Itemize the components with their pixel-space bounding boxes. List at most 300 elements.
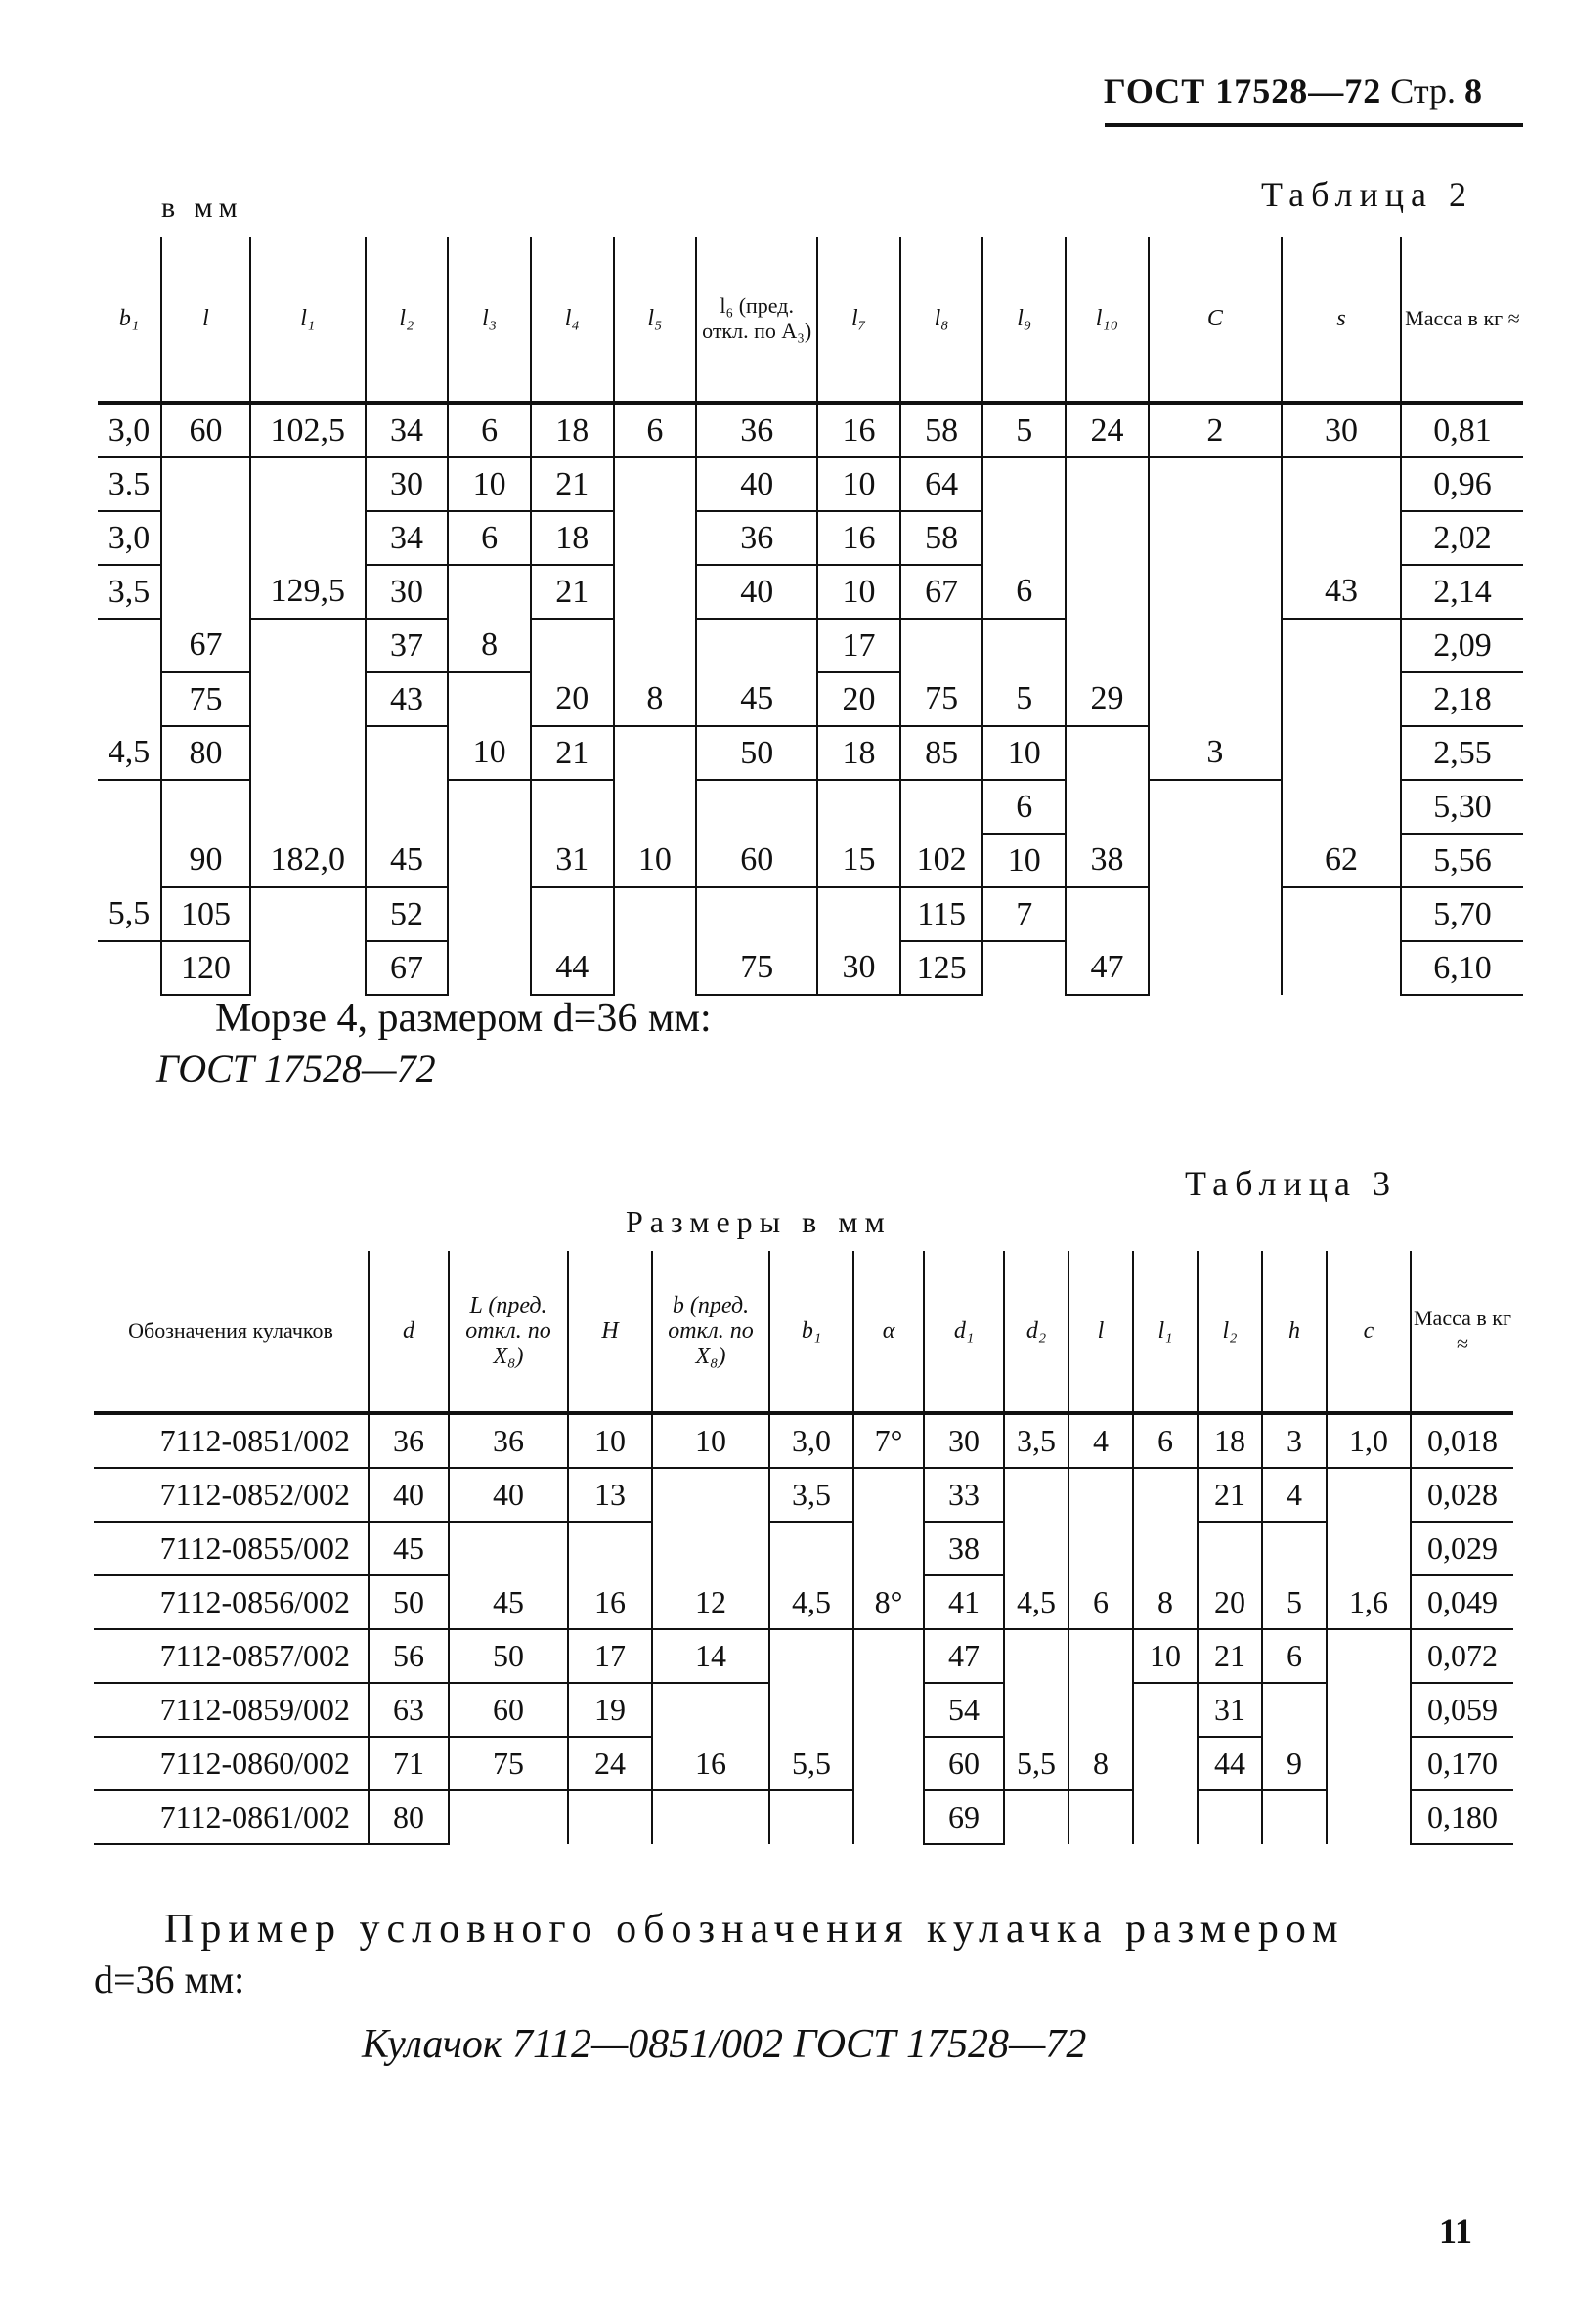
- t2-cell: 105: [161, 887, 250, 941]
- t3-cell: 4: [1262, 1468, 1327, 1522]
- t2-cell: 3,0: [98, 511, 161, 565]
- t2-cell: [531, 887, 614, 941]
- t2-cell: [98, 941, 161, 995]
- t3-cell: [853, 1522, 924, 1575]
- t2-cell: 24: [1066, 403, 1149, 457]
- t3-cell: 16: [652, 1737, 769, 1790]
- t3-cell: [568, 1790, 652, 1844]
- t3-cell: [853, 1790, 924, 1844]
- t3-cell: 0,059: [1411, 1683, 1513, 1737]
- t2-cell: [98, 834, 161, 887]
- t2-col-header: b₁: [118, 306, 140, 331]
- t3-cell: 10: [568, 1413, 652, 1468]
- t3-row: [94, 1737, 1513, 1790]
- t2-cell: 115: [900, 887, 983, 941]
- t3-cell: 80: [369, 1790, 449, 1844]
- t3-col-header: h: [1262, 1251, 1327, 1413]
- table3-body: [94, 1413, 1513, 1844]
- t3-cell: [652, 1790, 769, 1844]
- t3-cell: [769, 1683, 853, 1737]
- t3-cell: [1327, 1790, 1411, 1844]
- t2-cell: 3.5: [98, 457, 161, 511]
- t3-cell: 20: [1198, 1575, 1262, 1629]
- t3-cell: 69: [924, 1790, 1004, 1844]
- t3-cell: [568, 1522, 652, 1575]
- t3-cell: 10: [652, 1413, 769, 1468]
- t3-cell: 30: [924, 1413, 1004, 1468]
- t3-cell: 40: [449, 1468, 568, 1522]
- t3-cell: 40: [369, 1468, 449, 1522]
- t3-cell: 44: [1198, 1737, 1262, 1790]
- t2-cell: [250, 457, 366, 511]
- t2-cell: [98, 780, 161, 834]
- t3-cell: [853, 1629, 924, 1683]
- t3-cell: 21: [1198, 1629, 1262, 1683]
- t2-cell: 6: [448, 403, 531, 457]
- t3-cell: [1133, 1468, 1198, 1522]
- table2-body: [98, 403, 1523, 995]
- t2-cell: 10: [448, 726, 531, 780]
- header-rule: [1105, 123, 1523, 127]
- t2-cell: 120: [161, 941, 250, 995]
- t2-cell: [817, 887, 900, 941]
- t3-cell: 8: [1068, 1737, 1133, 1790]
- t3-cell: 7112-0859/002: [94, 1683, 369, 1737]
- t2-cell: 10: [614, 834, 697, 887]
- t2-cell: 80: [161, 726, 250, 780]
- t3-cell: [1004, 1683, 1068, 1737]
- t3-cell: 8°: [853, 1575, 924, 1629]
- t3-cell: 0,049: [1411, 1575, 1513, 1629]
- t2-row: [98, 726, 1523, 780]
- t2-cell: [614, 511, 697, 565]
- t2-cell: [614, 941, 697, 995]
- t2-cell: 10: [817, 457, 900, 511]
- t3-col-header: l: [1068, 1251, 1133, 1413]
- t2-cell: [614, 887, 697, 941]
- t2-col-header: l₆ (пред. откл. по A₃): [696, 237, 817, 403]
- t3-cell: [449, 1790, 568, 1844]
- t3-col-header: d₂: [1004, 1251, 1068, 1413]
- t2-col-header: l: [161, 237, 250, 403]
- table2-caption: Таблица 2: [1261, 175, 1473, 214]
- t2-cell: [448, 941, 531, 995]
- t3-cell: 50: [369, 1575, 449, 1629]
- t3-cell: [1262, 1790, 1327, 1844]
- t2-cell: 50: [696, 726, 817, 780]
- t2-cell: 18: [817, 726, 900, 780]
- t2-row: [98, 672, 1523, 726]
- t2-cell: [366, 780, 449, 834]
- page-header: [1104, 70, 1482, 111]
- t2-cell: 20: [817, 672, 900, 726]
- t3-cell: 12: [652, 1575, 769, 1629]
- t2-cell: [1149, 511, 1282, 565]
- t3-row: [94, 1683, 1513, 1737]
- t2-cell: [982, 511, 1066, 565]
- t3-cell: 5,5: [1004, 1737, 1068, 1790]
- t2-cell: [614, 726, 697, 780]
- t3-cell: [1068, 1629, 1133, 1683]
- t3-cell: 5: [1262, 1575, 1327, 1629]
- example2-line1: Пример условного обозначения кулачка размером: [164, 1907, 1345, 1952]
- t3-cell: 4: [1068, 1413, 1133, 1468]
- t2-cell: [1282, 511, 1401, 565]
- table-2: [98, 237, 1523, 996]
- t3-col-header: L (пред. откл. по X₈): [449, 1251, 568, 1413]
- t3-cell: [652, 1468, 769, 1522]
- t2-cell: [1149, 887, 1282, 941]
- t3-cell: 3,5: [1004, 1413, 1068, 1468]
- t2-cell: [900, 780, 983, 834]
- t3-cell: 0,072: [1411, 1629, 1513, 1683]
- t2-cell: [1282, 726, 1401, 780]
- t2-cell: 102,5: [250, 403, 366, 457]
- example1-line1: Морзе 4, размером d=36 мм:: [215, 996, 712, 1041]
- t3-cell: 33: [924, 1468, 1004, 1522]
- t2-col-header: l₄: [531, 237, 614, 403]
- t2-cell: 3: [1149, 726, 1282, 780]
- t3-cell: [1133, 1522, 1198, 1575]
- t2-cell: [98, 619, 161, 672]
- t2-cell: [1149, 672, 1282, 726]
- t3-cell: 9: [1262, 1737, 1327, 1790]
- t2-cell: 21: [531, 565, 614, 619]
- t2-cell: 40: [696, 457, 817, 511]
- t2-row: [98, 403, 1523, 457]
- t2-cell: [531, 619, 614, 672]
- t3-cell: 3: [1262, 1413, 1327, 1468]
- page-number: 11: [1439, 2212, 1473, 2251]
- t2-cell: [1149, 780, 1282, 834]
- t3-cell: 0,029: [1411, 1522, 1513, 1575]
- t2-cell: 5,56: [1401, 834, 1523, 887]
- t2-row: [98, 780, 1523, 834]
- t2-cell: [1282, 780, 1401, 834]
- t3-cell: 3,0: [769, 1413, 853, 1468]
- t3-cell: [1327, 1629, 1411, 1683]
- t3-cell: 71: [369, 1737, 449, 1790]
- t3-cell: 21: [1198, 1468, 1262, 1522]
- t2-cell: [1149, 834, 1282, 887]
- table-3: [94, 1251, 1513, 1845]
- t3-cell: 38: [924, 1522, 1004, 1575]
- t2-cell: 67: [900, 565, 983, 619]
- t2-row: [98, 887, 1523, 941]
- t2-cell: 58: [900, 511, 983, 565]
- t2-cell: 2,02: [1401, 511, 1523, 565]
- t3-cell: 6: [1262, 1629, 1327, 1683]
- t2-cell: 30: [1282, 403, 1401, 457]
- t2-cell: 44: [531, 941, 614, 995]
- t3-cell: [1068, 1683, 1133, 1737]
- t2-cell: [366, 726, 449, 780]
- t2-cell: [250, 511, 366, 565]
- t2-col-header: l₅: [614, 237, 697, 403]
- t2-cell: 36: [696, 403, 817, 457]
- t2-cell: [1149, 565, 1282, 619]
- t3-cell: 54: [924, 1683, 1004, 1737]
- t3-cell: 0,028: [1411, 1468, 1513, 1522]
- t2-cell: 85: [900, 726, 983, 780]
- t3-cell: 50: [449, 1629, 568, 1683]
- t3-cell: 7112-0856/002: [94, 1575, 369, 1629]
- t3-cell: 4,5: [1004, 1575, 1068, 1629]
- t2-cell: 16: [817, 403, 900, 457]
- t2-cell: 5,30: [1401, 780, 1523, 834]
- t2-cell: 2,09: [1401, 619, 1523, 672]
- t3-cell: 36: [449, 1413, 568, 1468]
- t2-cell: [448, 887, 531, 941]
- t3-cell: [652, 1522, 769, 1575]
- page-number-top: 8: [1464, 71, 1482, 110]
- t3-cell: [1327, 1737, 1411, 1790]
- t2-cell: [1149, 457, 1282, 511]
- t2-cell: [1282, 672, 1401, 726]
- t3-cell: [1262, 1522, 1327, 1575]
- t2-cell: 2,14: [1401, 565, 1523, 619]
- table3-header-row: [94, 1251, 1513, 1413]
- t2-cell: 20: [531, 672, 614, 726]
- t2-cell: 6: [614, 403, 697, 457]
- t2-cell: 6: [448, 511, 531, 565]
- t3-cell: 18: [1198, 1413, 1262, 1468]
- t2-cell: [1066, 887, 1149, 941]
- t3-cell: 75: [449, 1737, 568, 1790]
- t3-cell: [1327, 1683, 1411, 1737]
- t2-cell: 40: [696, 565, 817, 619]
- t2-cell: 4,5: [98, 726, 161, 780]
- t2-cell: 16: [817, 511, 900, 565]
- t2-cell: 34: [366, 511, 449, 565]
- t2-cell: 58: [900, 403, 983, 457]
- t2-cell: 10: [982, 726, 1066, 780]
- t2-cell: 5: [982, 672, 1066, 726]
- t2-row: [98, 457, 1523, 511]
- t2-cell: 129,5: [250, 565, 366, 619]
- t2-cell: [161, 565, 250, 619]
- t2-cell: [614, 457, 697, 511]
- t3-cell: 56: [369, 1629, 449, 1683]
- t3-cell: 0,180: [1411, 1790, 1513, 1844]
- t3-cell: 0,170: [1411, 1737, 1513, 1790]
- t3-cell: 17: [568, 1629, 652, 1683]
- t2-cell: 6: [982, 780, 1066, 834]
- t3-cell: [449, 1522, 568, 1575]
- example2-line2: d=36 мм:: [94, 1958, 245, 2001]
- t2-cell: [1149, 941, 1282, 995]
- t3-cell: 31: [1198, 1683, 1262, 1737]
- t2-cell: [1282, 457, 1401, 511]
- t2-cell: [448, 834, 531, 887]
- t3-cell: [1327, 1468, 1411, 1522]
- t2-cell: 60: [161, 403, 250, 457]
- t2-cell: [161, 511, 250, 565]
- t2-cell: [1282, 941, 1401, 995]
- t3-cell: 41: [924, 1575, 1004, 1629]
- t2-cell: [1066, 619, 1149, 672]
- t3-cell: [1004, 1790, 1068, 1844]
- t3-cell: [1262, 1683, 1327, 1737]
- t2-cell: 75: [696, 941, 817, 995]
- t2-cell: [98, 672, 161, 726]
- t2-cell: [900, 619, 983, 672]
- t3-cell: 5,5: [769, 1737, 853, 1790]
- t2-cell: [250, 941, 366, 995]
- t2-cell: 45: [696, 672, 817, 726]
- t2-cell: 10: [982, 834, 1066, 887]
- t2-cell: 43: [366, 672, 449, 726]
- t2-cell: 30: [366, 457, 449, 511]
- t3-cell: 14: [652, 1629, 769, 1683]
- t3-row: [94, 1413, 1513, 1468]
- t3-cell: [853, 1737, 924, 1790]
- t2-cell: 5,70: [1401, 887, 1523, 941]
- t2-col-header: l₁: [250, 237, 366, 403]
- t2-row: [98, 834, 1523, 887]
- t3-cell: [1004, 1468, 1068, 1522]
- t2-cell: 3,5: [98, 565, 161, 619]
- t2-col-header: s: [1282, 237, 1401, 403]
- t3-cell: 7112-0861/002: [94, 1790, 369, 1844]
- t3-cell: 7112-0857/002: [94, 1629, 369, 1683]
- table2-header-row: [98, 237, 1523, 403]
- t2-row: [98, 565, 1523, 619]
- t3-cell: [853, 1683, 924, 1737]
- t3-cell: [769, 1790, 853, 1844]
- t3-cell: [1198, 1522, 1262, 1575]
- t2-cell: 8: [448, 619, 531, 672]
- t2-row: [98, 619, 1523, 672]
- t2-cell: [1066, 565, 1149, 619]
- t2-cell: [614, 565, 697, 619]
- t3-cell: [769, 1629, 853, 1683]
- t2-cell: 62: [1282, 834, 1401, 887]
- t2-cell: [982, 941, 1066, 995]
- t3-cell: 24: [568, 1737, 652, 1790]
- t2-cell: 21: [531, 726, 614, 780]
- t2-cell: 21: [531, 457, 614, 511]
- t2-cell: 6: [982, 565, 1066, 619]
- t3-col-header: d: [369, 1251, 449, 1413]
- t3-cell: 47: [924, 1629, 1004, 1683]
- t3-cell: [1133, 1790, 1198, 1844]
- t2-cell: 18: [531, 511, 614, 565]
- t2-cell: 60: [696, 834, 817, 887]
- t3-cell: 0,018: [1411, 1413, 1513, 1468]
- t3-cell: 60: [449, 1683, 568, 1737]
- t2-col-header: l₁₀: [1066, 237, 1149, 403]
- page-label: Стр.: [1390, 71, 1456, 110]
- table2-units: в мм: [161, 192, 243, 224]
- t2-cell: 67: [366, 941, 449, 995]
- t2-cell: [250, 726, 366, 780]
- t2-cell: [1282, 887, 1401, 941]
- t3-cell: 13: [568, 1468, 652, 1522]
- t3-cell: 16: [568, 1575, 652, 1629]
- t2-cell: [448, 565, 531, 619]
- t3-cell: 7°: [853, 1413, 924, 1468]
- t2-cell: [1149, 619, 1282, 672]
- t2-cell: 47: [1066, 941, 1149, 995]
- t2-cell: 64: [900, 457, 983, 511]
- t2-cell: 18: [531, 403, 614, 457]
- t2-cell: 31: [531, 834, 614, 887]
- t2-cell: [1066, 780, 1149, 834]
- t2-col-header: C: [1149, 237, 1282, 403]
- t3-row: [94, 1522, 1513, 1575]
- t3-col-header: c: [1327, 1251, 1411, 1413]
- t2-cell: 8: [614, 672, 697, 726]
- t2-cell: 7: [982, 887, 1066, 941]
- t2-cell: 75: [900, 672, 983, 726]
- t3-cell: 45: [449, 1575, 568, 1629]
- t2-cell: 90: [161, 834, 250, 887]
- t3-cell: 7112-0855/002: [94, 1522, 369, 1575]
- t3-cell: [1004, 1629, 1068, 1683]
- t2-cell: 29: [1066, 672, 1149, 726]
- t3-col-header: l₁: [1133, 1251, 1198, 1413]
- t3-col-header: Масса в кг ≈: [1411, 1251, 1513, 1413]
- t2-cell: 2,55: [1401, 726, 1523, 780]
- t3-cell: [1068, 1468, 1133, 1522]
- t2-cell: 0,96: [1401, 457, 1523, 511]
- t3-cell: [1133, 1683, 1198, 1737]
- table3-caption: Таблица 3: [1185, 1164, 1397, 1203]
- t2-cell: [614, 619, 697, 672]
- t2-cell: [531, 780, 614, 834]
- table3-units: Размеры в мм: [626, 1204, 892, 1239]
- t2-cell: 30: [366, 565, 449, 619]
- t3-cell: [853, 1468, 924, 1522]
- t2-cell: 43: [1282, 565, 1401, 619]
- t2-cell: [614, 780, 697, 834]
- t3-cell: [769, 1522, 853, 1575]
- t3-cell: 8: [1133, 1575, 1198, 1629]
- t2-cell: [448, 780, 531, 834]
- t2-cell: [1066, 511, 1149, 565]
- t2-row: [98, 941, 1523, 995]
- t2-cell: 30: [817, 941, 900, 995]
- t2-cell: 5,5: [98, 887, 161, 941]
- t3-cell: [1068, 1790, 1133, 1844]
- t3-cell: 19: [568, 1683, 652, 1737]
- t2-cell: [817, 780, 900, 834]
- t3-cell: 10: [1133, 1629, 1198, 1683]
- t3-cell: 7112-0860/002: [94, 1737, 369, 1790]
- t3-row: [94, 1575, 1513, 1629]
- t2-cell: [1282, 619, 1401, 672]
- t3-cell: [1327, 1522, 1411, 1575]
- t3-col-header: Обозначения кулачков: [128, 1318, 333, 1343]
- t2-cell: [1066, 726, 1149, 780]
- t3-row: [94, 1468, 1513, 1522]
- t2-cell: 182,0: [250, 834, 366, 887]
- gost-number: ГОСТ 17528—72: [1103, 71, 1382, 110]
- t3-cell: 63: [369, 1683, 449, 1737]
- t3-col-header: H: [568, 1251, 652, 1413]
- t2-cell: 3,0: [98, 403, 161, 457]
- t3-col-header: l₂: [1198, 1251, 1262, 1413]
- t2-cell: 37: [366, 619, 449, 672]
- t2-cell: 10: [448, 457, 531, 511]
- t2-cell: [448, 672, 531, 726]
- t3-col-header: b (пред. откл. по X₈): [652, 1251, 769, 1413]
- t2-cell: 52: [366, 887, 449, 941]
- t3-cell: 7112-0852/002: [94, 1468, 369, 1522]
- t3-cell: 6: [1068, 1575, 1133, 1629]
- t2-cell: 125: [900, 941, 983, 995]
